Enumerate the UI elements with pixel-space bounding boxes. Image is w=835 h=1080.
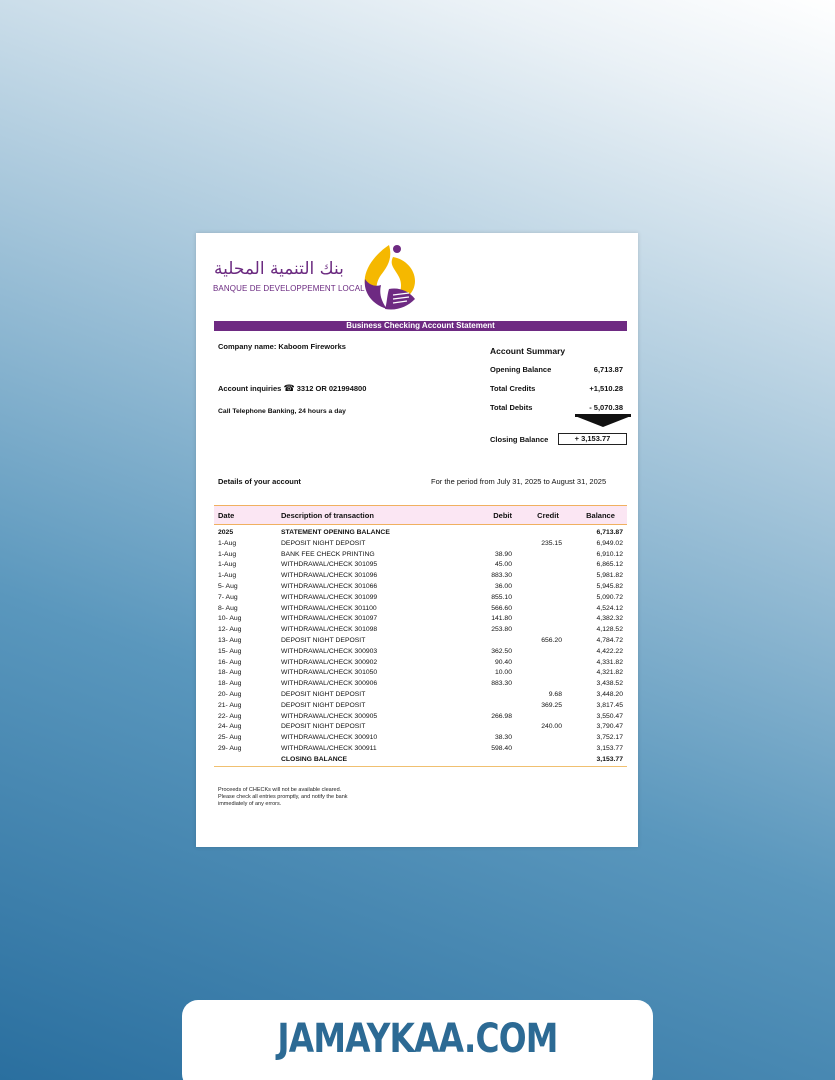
cell-balance: 6,949.02 <box>596 539 623 547</box>
header-balance: Balance <box>574 506 627 525</box>
cell-debit: 362.50 <box>491 647 512 655</box>
cell-balance: 4,382.32 <box>596 615 623 623</box>
cell-description: CLOSING BALANCE <box>277 755 457 766</box>
cell-description: DEPOSIT NIGHT DEPOSIT <box>281 723 366 731</box>
table-row <box>214 625 627 636</box>
cell-debit <box>457 636 522 647</box>
account-inquiries <box>218 384 366 394</box>
details-label: Details of your account <box>218 477 301 486</box>
cell-credit: 240.00 <box>541 723 562 731</box>
cell-description: WITHDRAWAL/CHECK 301097 <box>281 615 378 623</box>
cell-description: WITHDRAWAL/CHECK 300906 <box>281 680 378 688</box>
cell-balance: 3,153.77 <box>596 744 623 752</box>
header-credit: Credit <box>522 506 574 525</box>
cell-date <box>214 755 277 766</box>
cell-credit <box>522 593 574 604</box>
table-row <box>214 690 627 701</box>
total-credits-label: Total Credits <box>490 384 536 393</box>
table-row <box>214 668 627 679</box>
cell-debit: 90.40 <box>494 658 512 666</box>
cell-debit: 266.98 <box>491 712 512 720</box>
inquiries-numbers: 3312 OR 021994800 <box>296 384 367 393</box>
account-summary-title: Account Summary <box>490 346 566 356</box>
cell-balance: 3,752.17 <box>596 734 623 742</box>
closing-balance-value: + 3,153.77 <box>558 433 627 445</box>
cell-balance: 3,817.45 <box>596 701 623 709</box>
cell-debit: 38.30 <box>494 734 512 742</box>
footnote: Proceeds of CHECKs will not be available cleared. Please check all entries promptly, and notify the bank immediately of any errors. <box>218 787 348 807</box>
table-row <box>214 614 627 625</box>
cell-credit <box>522 668 574 679</box>
cell-debit: 36.00 <box>494 582 512 590</box>
bank-name-arabic: بنك التنمية المحلية <box>214 259 344 279</box>
total-debits-label: Total Debits <box>490 403 533 412</box>
cell-date: 25- Aug <box>218 734 242 742</box>
cell-date: 24- Aug <box>218 723 242 731</box>
cell-credit <box>522 550 574 561</box>
cell-balance: 4,784.72 <box>596 636 623 644</box>
header-date: Date <box>214 506 277 525</box>
cell-balance: 4,524.12 <box>596 604 623 612</box>
cell-date: 1-Aug <box>218 572 237 580</box>
cell-credit: 235.15 <box>541 539 562 547</box>
cell-debit <box>457 722 522 733</box>
cell-credit <box>522 658 574 669</box>
header-description: Description of transaction <box>277 506 457 525</box>
cell-debit <box>457 701 522 712</box>
cell-description: WITHDRAWAL/CHECK 300910 <box>281 734 378 742</box>
cell-date: 1-Aug <box>218 539 237 547</box>
watermark-banner <box>182 1000 653 1080</box>
cell-credit <box>522 571 574 582</box>
cell-description: WITHDRAWAL/CHECK 301100 <box>281 604 377 612</box>
cell-description: DEPOSIT NIGHT DEPOSIT <box>281 690 366 698</box>
cell-balance: 3,438.52 <box>596 680 623 688</box>
cell-balance: 3,448.20 <box>596 690 623 698</box>
total-debits-row <box>490 403 627 412</box>
cell-debit: 883.30 <box>491 680 512 688</box>
cell-description: WITHDRAWAL/CHECK 300905 <box>281 712 378 720</box>
table-row <box>214 636 627 647</box>
cell-description: WITHDRAWAL/CHECK 300903 <box>281 647 378 655</box>
bank-name-french: BANQUE DE DEVELOPPEMENT LOCAL <box>213 284 365 293</box>
opening-balance-label: Opening Balance <box>490 365 552 374</box>
cell-description: WITHDRAWAL/CHECK 301099 <box>281 593 378 601</box>
cell-date: 8- Aug <box>218 604 238 612</box>
transactions-body <box>214 525 627 767</box>
cell-description: STATEMENT OPENING BALANCE <box>281 529 390 536</box>
cell-date: 22- Aug <box>218 712 242 720</box>
cell-date: 16- Aug <box>218 658 242 666</box>
cell-balance: 6,713.87 <box>596 529 623 536</box>
total-credits-row <box>490 384 627 393</box>
watermark-site-text: JAMAYKAA.COM <box>277 1016 558 1062</box>
cell-debit: 38.90 <box>494 550 512 558</box>
cell-description: DEPOSIT NIGHT DEPOSIT <box>281 636 366 644</box>
total-credits-value: +1,510.28 <box>589 384 623 393</box>
cell-credit: 656.20 <box>541 636 562 644</box>
cell-debit: 855.10 <box>491 593 512 601</box>
cell-debit: 10.00 <box>494 669 512 677</box>
cell-description: WITHDRAWAL/CHECK 301095 <box>281 561 378 569</box>
cell-credit <box>522 755 574 766</box>
table-row <box>214 658 627 669</box>
table-row <box>214 755 627 766</box>
table-row <box>214 571 627 582</box>
cell-date: 13- Aug <box>218 636 242 644</box>
cell-debit <box>457 755 522 766</box>
cell-debit: 141.80 <box>491 615 512 623</box>
cell-credit <box>522 525 574 539</box>
down-arrow-icon <box>575 416 631 427</box>
cell-date: 18- Aug <box>218 680 242 688</box>
telephone-banking-text: Call Telephone Banking, 24 hours a day <box>218 408 346 415</box>
cell-balance: 3,153.77 <box>574 755 627 766</box>
cell-date: 5- Aug <box>218 582 238 590</box>
cell-balance: 4,422.22 <box>596 647 623 655</box>
table-row <box>214 539 627 550</box>
cell-debit: 45.00 <box>494 561 512 569</box>
table-row <box>214 525 627 539</box>
bank-statement-document <box>196 233 638 847</box>
table-row <box>214 712 627 723</box>
cell-balance: 5,945.82 <box>596 582 623 590</box>
statement-title-bar: Business Checking Account Statement <box>214 321 627 331</box>
cell-credit <box>522 744 574 755</box>
table-row <box>214 679 627 690</box>
cell-balance: 3,790.47 <box>596 723 623 731</box>
cell-debit <box>457 539 522 550</box>
table-row <box>214 582 627 593</box>
cell-date: 1-Aug <box>218 550 237 558</box>
phone-icon: ☎ <box>283 384 295 394</box>
cell-balance: 6,865.12 <box>596 561 623 569</box>
cell-credit <box>522 582 574 593</box>
cell-description: WITHDRAWAL/CHECK 300902 <box>281 658 378 666</box>
cell-description: WITHDRAWAL/CHECK 300911 <box>281 744 377 752</box>
cell-credit <box>522 712 574 723</box>
cell-balance: 6,910.12 <box>596 550 623 558</box>
cell-description: DEPOSIT NIGHT DEPOSIT <box>281 539 366 547</box>
cell-balance: 4,128.52 <box>596 626 623 634</box>
table-header-row <box>214 506 627 525</box>
table-row <box>214 647 627 658</box>
closing-balance-label: Closing Balance <box>490 435 549 444</box>
cell-date: 15- Aug <box>218 647 242 655</box>
opening-balance-value: 6,713.87 <box>593 365 623 374</box>
cell-credit <box>522 679 574 690</box>
table-row <box>214 722 627 733</box>
table-row <box>214 550 627 561</box>
table-row <box>214 701 627 712</box>
cell-balance: 4,331.82 <box>596 658 623 666</box>
cell-description: WITHDRAWAL/CHECK 301096 <box>281 572 378 580</box>
bank-logo-icon <box>359 243 421 315</box>
cell-credit <box>522 560 574 571</box>
table-row <box>214 560 627 571</box>
cell-debit: 253.80 <box>491 626 512 634</box>
cell-date: 29- Aug <box>218 744 242 752</box>
cell-credit <box>522 614 574 625</box>
cell-debit <box>457 525 522 539</box>
cell-credit <box>522 733 574 744</box>
opening-balance-row <box>490 365 627 374</box>
cell-description: WITHDRAWAL/CHECK 301098 <box>281 626 378 634</box>
cell-description: DEPOSIT NIGHT DEPOSIT <box>281 701 366 709</box>
transactions-table <box>214 505 627 767</box>
cell-date: 12- Aug <box>218 626 242 634</box>
table-row <box>214 593 627 604</box>
cell-date: 20- Aug <box>218 690 242 698</box>
cell-date: 7- Aug <box>218 593 238 601</box>
cell-date: 2025 <box>218 529 234 536</box>
cell-credit: 9.68 <box>548 690 562 698</box>
cell-credit <box>522 647 574 658</box>
total-debits-value: - 5,070.38 <box>589 403 623 412</box>
statement-period: For the period from July 31, 2025 to August 31, 2025 <box>431 477 607 486</box>
cell-description: WITHDRAWAL/CHECK 301066 <box>281 582 378 590</box>
cell-date: 1-Aug <box>218 561 237 569</box>
cell-balance: 4,321.82 <box>596 669 623 677</box>
company-name: Company name: Kaboom Fireworks <box>218 342 346 351</box>
table-row <box>214 604 627 615</box>
table-row <box>214 744 627 755</box>
cell-credit <box>522 625 574 636</box>
inquiries-label: Account inquiries <box>218 384 282 393</box>
header-debit: Debit <box>457 506 522 525</box>
cell-date: 10- Aug <box>218 615 242 623</box>
cell-balance: 5,981.82 <box>596 572 623 580</box>
cell-balance: 3,550.47 <box>596 712 623 720</box>
cell-credit <box>522 604 574 615</box>
cell-debit: 598.40 <box>491 744 512 752</box>
cell-debit: 566.60 <box>491 604 512 612</box>
table-row <box>214 733 627 744</box>
cell-description: WITHDRAWAL/CHECK 301050 <box>281 669 378 677</box>
cell-debit <box>457 690 522 701</box>
cell-description: BANK FEE CHECK PRINTING <box>281 550 375 558</box>
cell-credit: 369.25 <box>541 701 562 709</box>
cell-debit: 883.30 <box>491 572 512 580</box>
cell-date: 21- Aug <box>218 701 242 709</box>
cell-balance: 5,090.72 <box>596 593 623 601</box>
cell-date: 18- Aug <box>218 669 242 677</box>
